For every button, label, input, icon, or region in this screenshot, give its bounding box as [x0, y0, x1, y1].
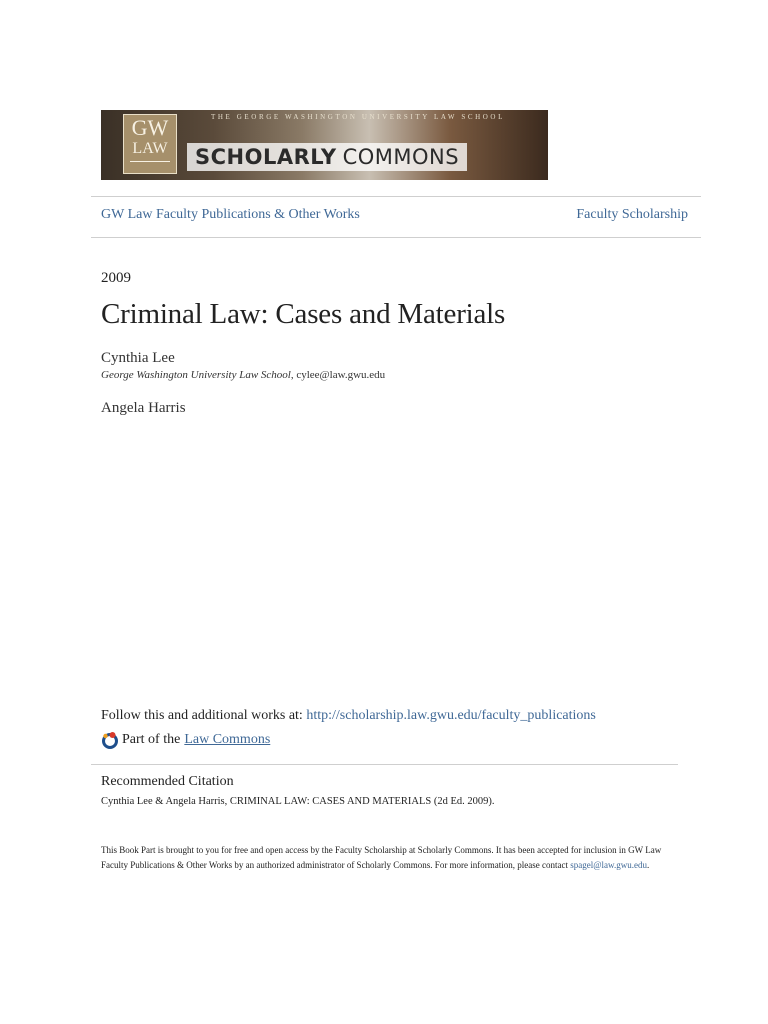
author-name-2: Angela Harris	[101, 400, 186, 416]
author-email: , cylee@law.gwu.edu	[290, 369, 386, 381]
faculty-scholarship-link[interactable]: Faculty Scholarship	[576, 207, 688, 222]
logo-gw-text: GW	[131, 115, 169, 140]
law-commons-link[interactable]: Law Commons	[184, 732, 271, 747]
part-of-line	[101, 731, 270, 749]
nav-bottom-divider	[91, 237, 701, 238]
wordmark-commons: COMMONS	[342, 145, 460, 169]
citation-divider	[91, 764, 678, 765]
document-title: Criminal Law: Cases and Materials	[101, 298, 506, 330]
logo-law-text: LAW	[132, 140, 168, 157]
faculty-publications-url[interactable]: http://scholarship.law.gwu.edu/faculty_publications	[306, 708, 596, 723]
follow-label: Follow this and additional works at:	[101, 708, 307, 723]
notice-text: This Book Part is brought to you for free and open access by the Faculty Scholarship at Scholarly Commons. It has been accepted for inclusion in GW Law Faculty Publications & Other Works by an authorized administrator of Scholarly Commons. For more information, please contact	[101, 845, 662, 870]
collection-link[interactable]: GW Law Faculty Publications & Other Works	[101, 207, 360, 222]
author-name: Cynthia Lee	[101, 350, 175, 366]
publication-year: 2009	[101, 270, 131, 286]
wordmark-scholarly: SCHOLARLY	[195, 145, 337, 169]
nav-top-divider	[91, 196, 701, 197]
citation-heading: Recommended Citation	[101, 774, 234, 789]
scholarly-commons-banner[interactable]	[101, 110, 548, 180]
affiliation-institution: George Washington University Law School	[101, 369, 291, 381]
school-name: THE GEORGE WASHINGTON UNIVERSITY LAW SCHOOL	[211, 113, 505, 121]
access-notice	[101, 843, 667, 872]
citation-text: Cynthia Lee & Angela Harris, CRIMINAL LAW: CASES AND MATERIALS (2d Ed. 2009).	[101, 796, 495, 807]
contact-email-link[interactable]: spagel@law.gwu.edu	[570, 859, 647, 870]
follow-line	[101, 708, 596, 724]
digital-commons-network-icon	[101, 731, 119, 749]
notice-end: .	[646, 859, 650, 870]
gw-law-logo	[123, 114, 177, 174]
part-of-label: Part of the	[122, 732, 181, 747]
logo-divider	[130, 161, 170, 162]
scholarly-commons-wordmark	[187, 143, 467, 171]
author-affiliation	[101, 369, 385, 381]
